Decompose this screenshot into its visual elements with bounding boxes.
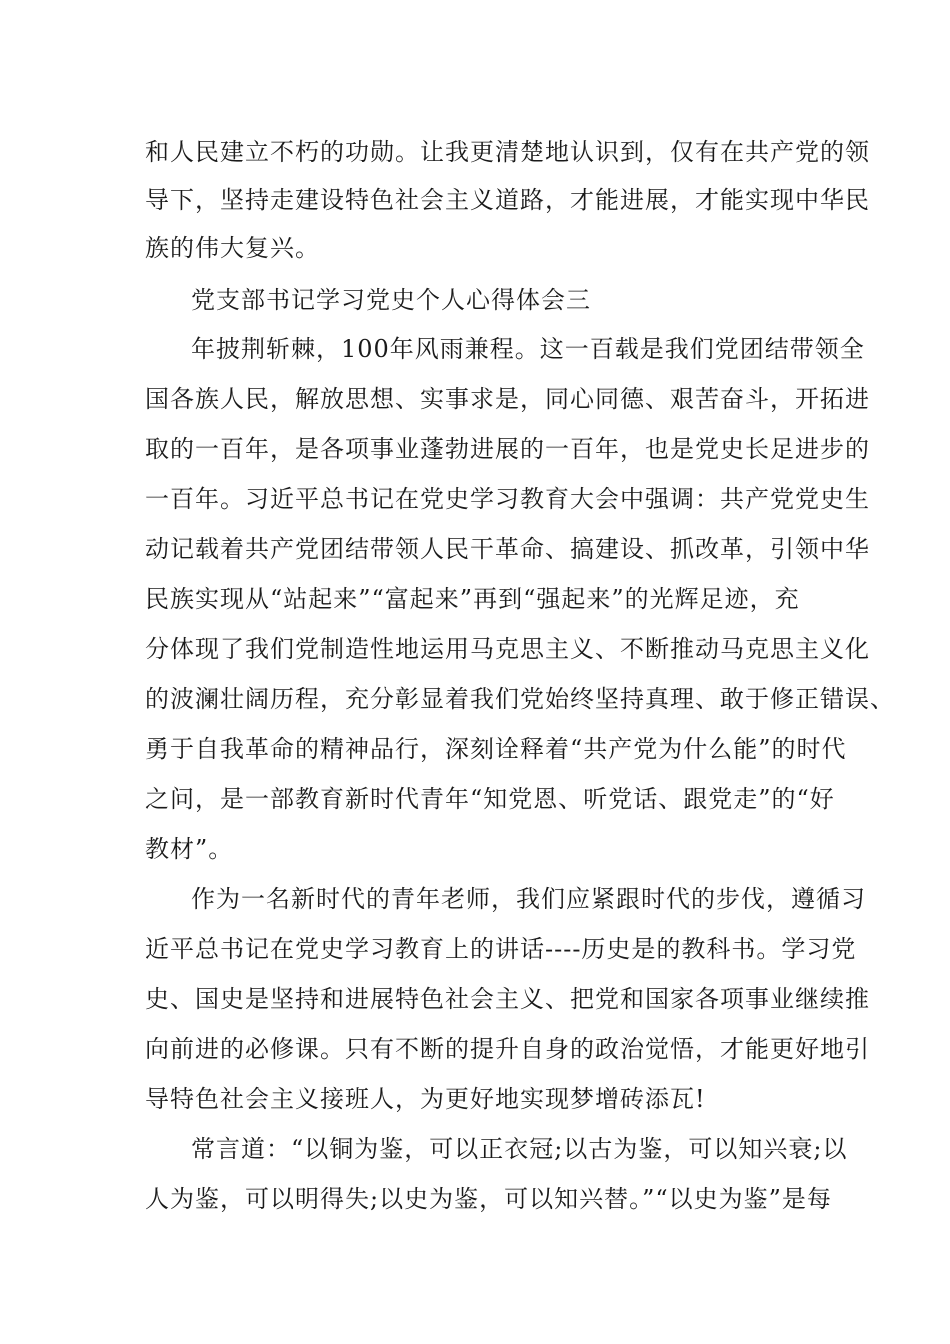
text-line: 一百年。习近平总书记在党史学习教育大会中强调：共产党党史生 [145, 485, 870, 513]
text-line: 教材”。 [145, 835, 234, 863]
text-line: 和人民建立不朽的功勋。让我更清楚地认识到，仅有在共产党的领 [145, 138, 870, 166]
text-line: 近平总书记在党史学习教育上的讲话----历史是的教科书。学习党 [145, 935, 857, 963]
text-line: 动记载着共产党团结带领人民干革命、搞建设、抓改革，引领中华 [145, 535, 870, 563]
text-line: 民族实现从“站起来”“富起来”再到“强起来”的光辉足迹，充 [145, 585, 800, 613]
text-line: 史、国史是坚持和进展特色社会主义、把党和国家各项事业继续推 [145, 985, 870, 1013]
text-line: 勇于自我革命的精神品行，深刻诠释着“共产党为什么能”的时代 [145, 735, 847, 763]
text-line: 的波澜壮阔历程，充分彰显着我们党始终坚持真理、敢于修正错误、 [145, 685, 895, 713]
text-line: 取的一百年，是各项事业蓬勃进展的一百年，也是党史长足进步的 [145, 435, 870, 463]
text-line: 之问，是一部教育新时代青年“知党恩、听党话、跟党走”的“好 [145, 785, 835, 813]
text-line: 族的伟大复兴。 [145, 234, 320, 262]
text-line: 导特色社会主义接班人，为更好地实现梦增砖添瓦! [145, 1085, 706, 1113]
text-line: 向前进的必修课。只有不断的提升自身的政治觉悟，才能更好地引 [145, 1035, 870, 1063]
text-line: 年披荆斩棘，100年风雨兼程。这一百载是我们党团结带领全 [191, 335, 865, 363]
text-line: 作为一名新时代的青年老师，我们应紧跟时代的步伐，遵循习 [191, 885, 866, 913]
text-line: 导下，坚持走建设特色社会主义道路，才能进展，才能实现中华民 [145, 186, 870, 214]
text-line: 人为鉴，可以明得失;以史为鉴，可以知兴替。”“以史为鉴”是每 [145, 1185, 832, 1213]
section-heading: 党支部书记学习党史个人心得体会三 [191, 286, 591, 314]
text-line: 分体现了我们党制造性地运用马克思主义、不断推动马克思主义化 [145, 635, 870, 663]
text-line: 国各族人民，解放思想、实事求是，同心同德、艰苦奋斗，开拓进 [145, 385, 870, 413]
text-line: 常言道：“以铜为鉴，可以正衣冠;以古为鉴，可以知兴衰;以 [191, 1135, 848, 1163]
